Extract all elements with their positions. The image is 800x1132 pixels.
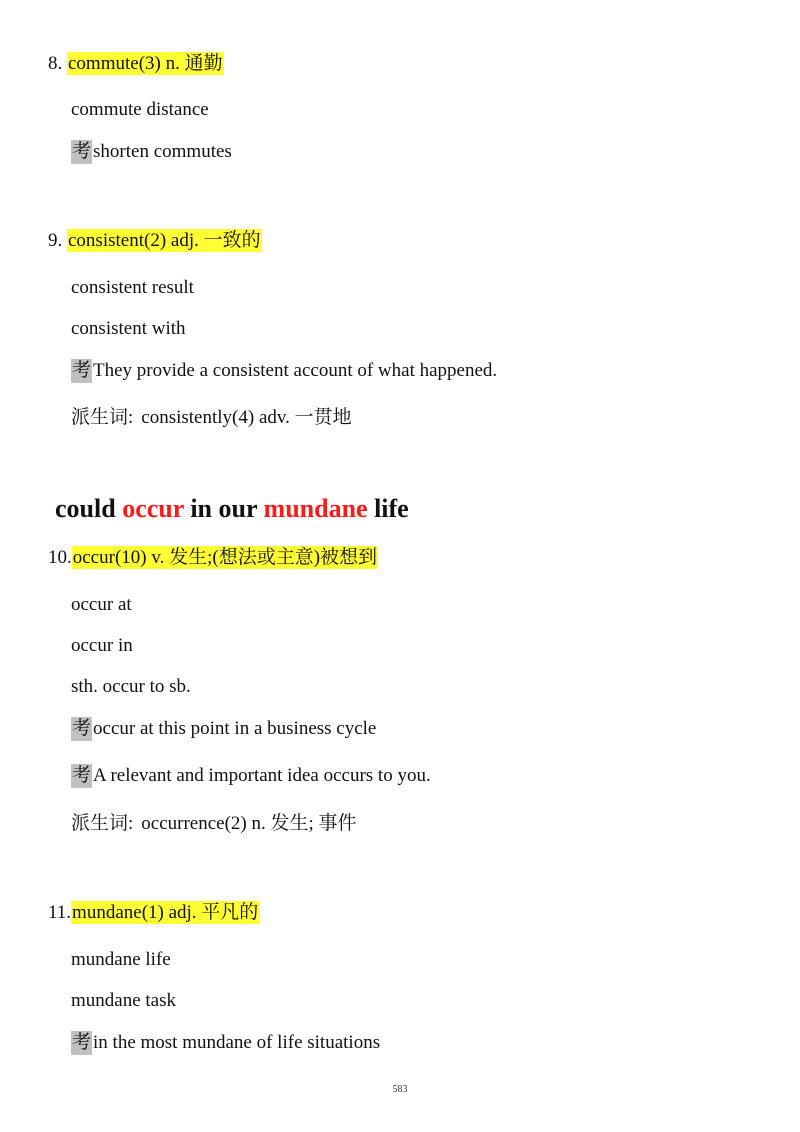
exam-example-text: They provide a consistent account of what happened. (93, 360, 498, 381)
collocation: occur at (71, 594, 132, 615)
phrase-part: life (367, 494, 409, 523)
derivative-label: 派生词: (71, 407, 134, 428)
entry-8-heading (48, 52, 224, 76)
entry-9-heading (48, 229, 262, 253)
phrase-part: in our (183, 494, 264, 523)
exam-example-text: occur at this point in a business cycle (93, 718, 377, 739)
phrase-keyword: occur (122, 494, 184, 523)
exam-example (71, 1031, 380, 1055)
collocation: consistent with (71, 318, 186, 339)
exam-marker: 考 (72, 718, 92, 739)
exam-marker: 考 (72, 765, 92, 786)
headword: mundane(1) adj. 平凡的 (72, 902, 259, 923)
collocation: commute distance (71, 99, 209, 120)
phrase-part: could (55, 494, 123, 523)
exam-example-text: shorten commutes (93, 141, 232, 162)
collocation: consistent result (71, 277, 194, 298)
derivative-label: 派生词: (71, 813, 134, 834)
collocation: mundane task (71, 990, 177, 1011)
collocation: occur in (71, 635, 133, 656)
entry-number: 8. (48, 53, 63, 74)
entry-number: 10. (48, 547, 72, 568)
exam-example (71, 764, 431, 788)
headword: consistent(2) adj. 一致的 (68, 230, 261, 251)
derivative-text: occurrence(2) n. 发生; 事件 (141, 813, 357, 834)
phrase-keyword: mundane (263, 494, 368, 523)
exam-example-text: A relevant and important idea occurs to you. (93, 765, 431, 786)
derivative (71, 812, 357, 836)
exam-example (71, 359, 497, 383)
entry-10-heading (48, 546, 378, 570)
exam-marker: 考 (72, 1032, 92, 1053)
collocation: mundane life (71, 949, 171, 970)
headword: occur(10) v. 发生;(想法或主意)被想到 (72, 547, 378, 568)
exam-example (71, 140, 232, 164)
entry-number: 11. (48, 902, 72, 923)
phrase-heading (55, 493, 409, 525)
derivative-text: consistently(4) adv. 一贯地 (141, 407, 352, 428)
headword: commute(3) n. 通勤 (68, 53, 223, 74)
exam-example (71, 717, 376, 741)
exam-marker: 考 (72, 141, 92, 162)
exam-example-text: in the most mundane of life situations (93, 1032, 381, 1053)
page-number: 583 (392, 1084, 408, 1095)
collocation: sth. occur to sb. (71, 676, 191, 697)
exam-marker: 考 (72, 360, 92, 381)
entry-number: 9. (48, 230, 63, 251)
derivative (71, 406, 352, 430)
entry-11-heading (48, 901, 259, 925)
